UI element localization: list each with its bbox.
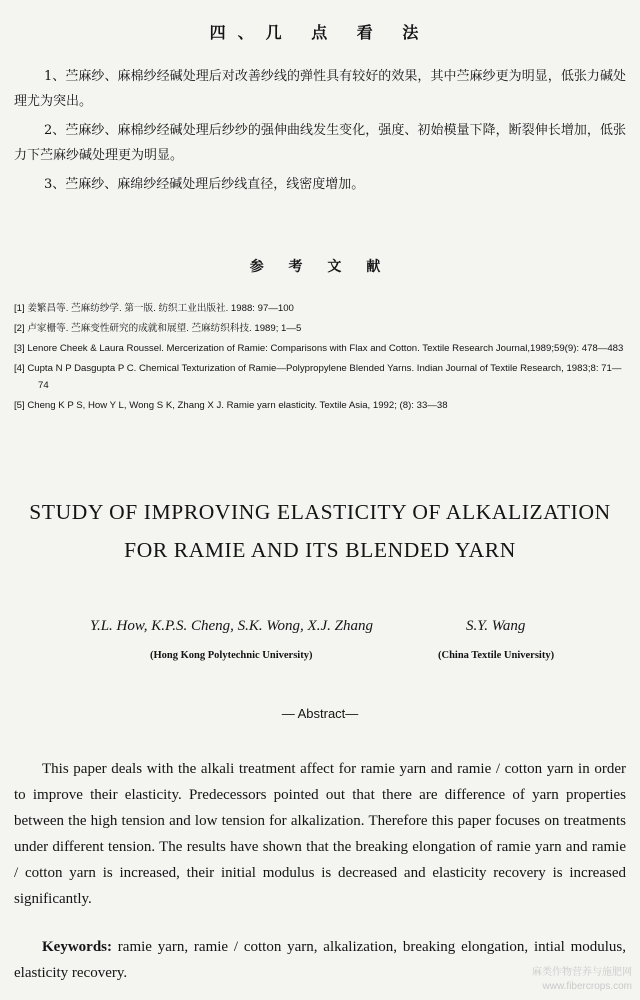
- conclusion-item-2: [14, 118, 626, 168]
- watermark-line-1: 麻类作物营养与施肥网: [532, 967, 632, 978]
- section-title: 四、几 点 看 法: [209, 23, 431, 42]
- conclusion-item-3: [14, 172, 626, 197]
- abstract-heading: — Abstract—: [281, 706, 359, 721]
- paper-title-line-2: FOR RAMIE AND ITS BLENDED YARN: [124, 538, 516, 562]
- abstract-text: This paper deals with the alkali treatment affect for ramie yarn and ramie / cotton yarn in order to improve their elasticity. Predecessors pointed out that there are difference of yarn properties between the high tension and low tension for alkalization. Therefore this paper focuses on treatments under different tension. The results have shown that the breaking elongation of ramie yarn and ramie / cotton yarn is increased, their initial modulus is decreased and elasticity recovery is increased significantly.: [14, 761, 626, 907]
- affiliation-left: (Hong Kong Polytechnic University): [150, 650, 313, 661]
- keywords-label: Keywords:: [42, 939, 112, 955]
- reference-item: [4] Cupta N P Dasgupta P C. Chemical Texturization of Ramie—Polypropylene Blended Yarns. Indian Journal of Textile Research, 1983;8: 71—74: [14, 363, 622, 391]
- conclusion-text-2: 2、苎麻纱、麻棉纱经碱处理后纱纱的强伸曲线发生变化，强度、初始模量下降，断裂伸长增加，低张力下苎麻纱碱处理更为明显。: [14, 123, 626, 163]
- reference-item: [2] 卢家栅等. 苎麻变性研究的成就和展望. 苎麻纺织科技. 1989; 1—5: [14, 323, 302, 334]
- watermark-line-2: www.fibercrops.com: [542, 981, 632, 992]
- reference-item: [1] 姜繁昌等. 苎麻纺纱学. 第一版. 纺织工业出版社. 1988: 97—100: [14, 303, 294, 314]
- conclusion-text-1: 1、苎麻纱、麻棉纱经碱处理后对改善纱线的弹性具有较好的效果，其中苎麻纱更为明显，低张力碱处理尤为突出。: [14, 69, 626, 109]
- reference-item: [3] Lenore Cheek & Laura Roussel. Mercerization of Ramie: Comparisons with Flax and Cotton. Textile Research Journal,1989;59(9): 478—483: [14, 343, 624, 354]
- conclusion-text-3: 3、苎麻纱、麻绵纱经碱处理后纱线直径，线密度增加。: [44, 177, 365, 192]
- watermark: [532, 966, 632, 994]
- keywords-text: ramie yarn, ramie / cotton yarn, alkalization, breaking elongation, intial modulus, elasticity recovery.: [14, 939, 626, 981]
- affiliation-right: (China Textile University): [438, 650, 555, 661]
- authors-left: Y.L. How, K.P.S. Cheng, S.K. Wong, X.J. Zhang: [90, 618, 373, 634]
- conclusion-item-1: [14, 64, 626, 114]
- authors-right: S.Y. Wang: [466, 618, 526, 634]
- reference-list: [14, 300, 626, 417]
- references-title: 参 考 文 献: [249, 259, 391, 275]
- reference-item: [5] Cheng K P S, How Y L, Wong S K, Zhang X J. Ramie yarn elasticity. Textile Asia, 1992; (8): 33—38: [14, 400, 448, 411]
- abstract-paragraph: [14, 756, 626, 912]
- paper-title-line-1: STUDY OF IMPROVING ELASTICITY OF ALKALIZATION: [29, 500, 611, 524]
